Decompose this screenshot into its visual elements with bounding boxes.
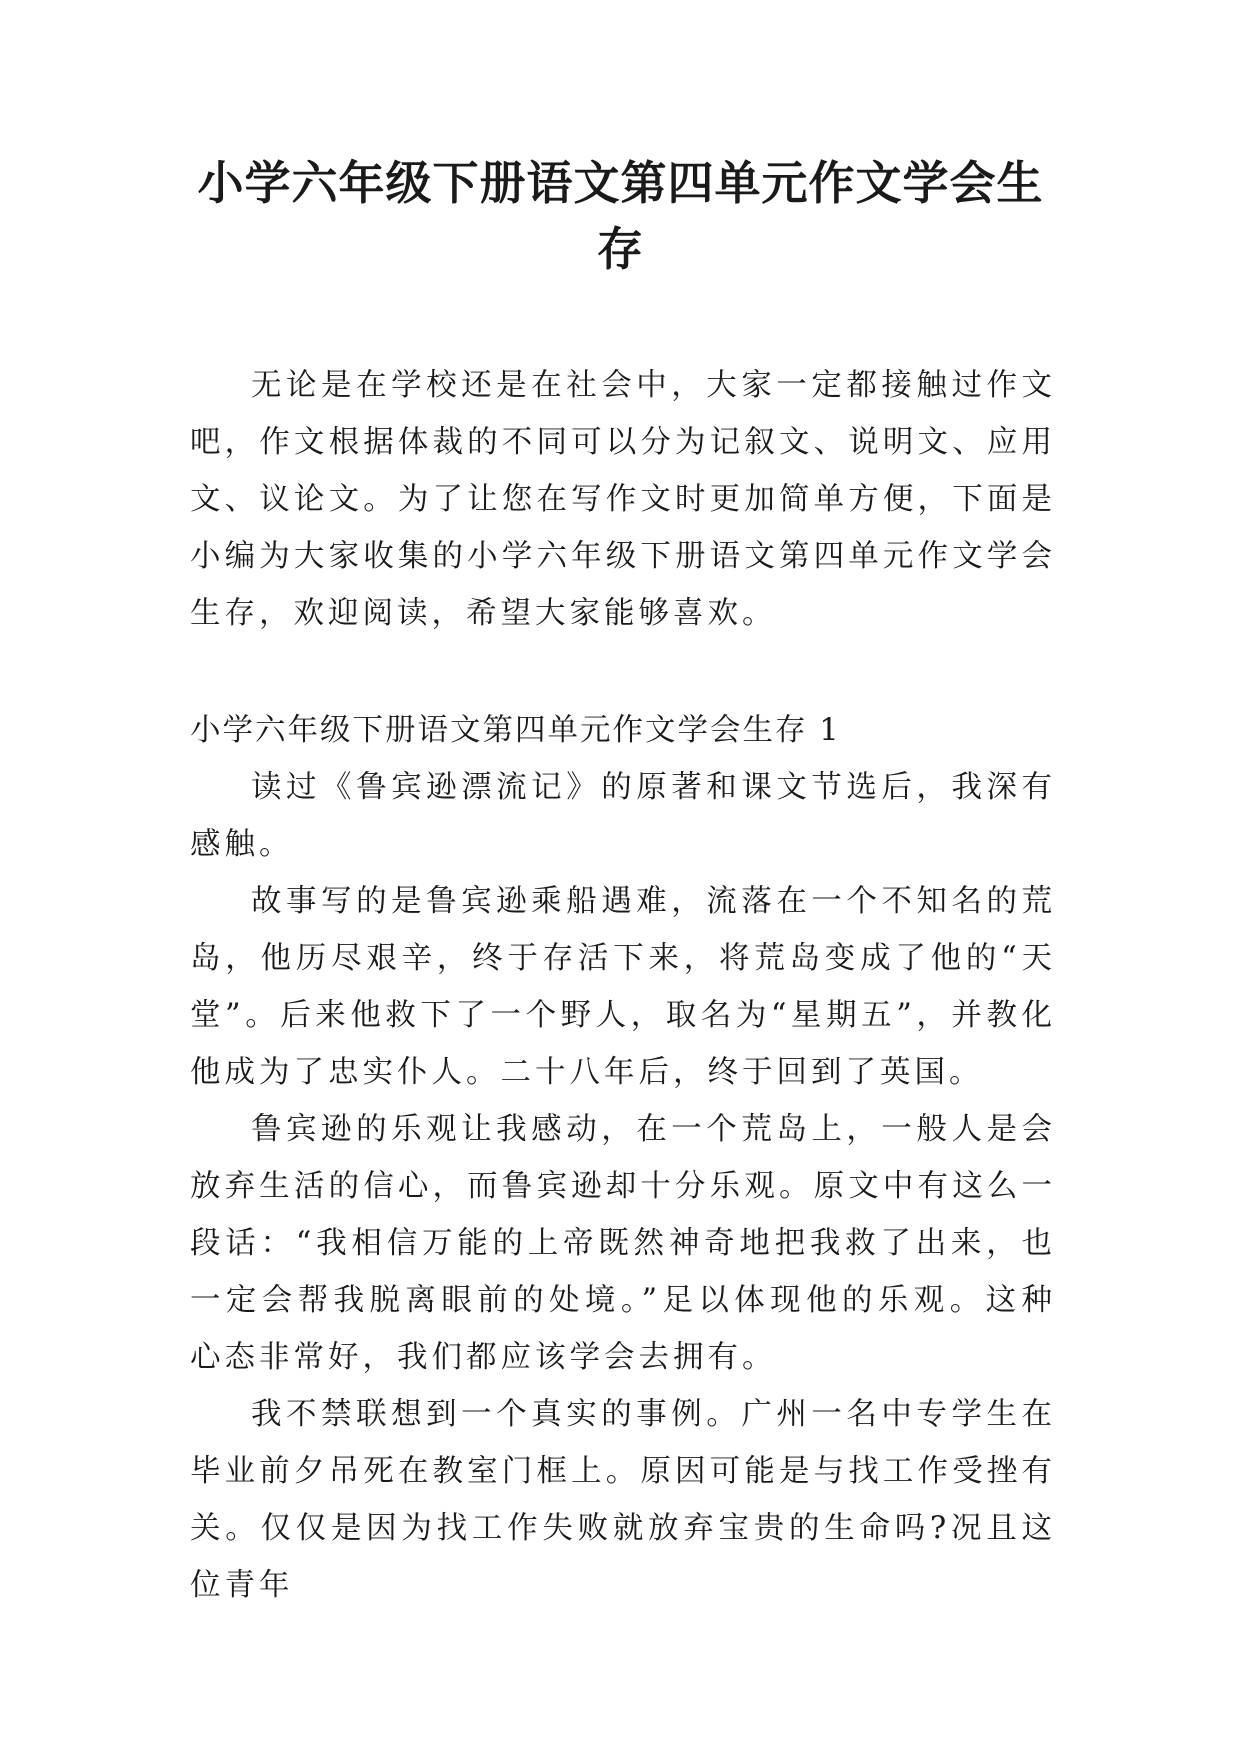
document-title: 小学六年级下册语文第四单元作文学会生存 [197, 156, 1044, 276]
intro-block [190, 357, 1056, 642]
essay-paragraph-2: 故事写的是鲁宾逊乘船遇难，流落在一个不知名的荒岛，他历尽艰辛，终于存活下来，将荒岛变成了他的“天堂”。后来他救下了一个野人，取名为“星期五”，并教化他成为了忠实仆人。二十八年后，终于回到了英国。 [190, 884, 1056, 1090]
section-heading: 小学六年级下册语文第四单元作文学会生存 1 [190, 713, 841, 748]
intro-paragraph: 无论是在学校还是在社会中，大家一定都接触过作文吧，作文根据体裁的不同可以分为记叙文、说明文、应用文、议论文。为了让您在写作文时更加简单方便，下面是小编为大家收集的小学六年级下册语文第四单元作文学会生存，欢迎阅读，希望大家能够喜欢。 [190, 368, 1056, 631]
essay-paragraph-1: 读过《鲁宾逊漂流记》的原著和课文节选后，我深有感触。 [190, 770, 1056, 862]
essay-paragraph-3: 鲁宾逊的乐观让我感动，在一个荒岛上，一般人是会放弃生活的信心，而鲁宾逊却十分乐观。原文中有这么一段话：“我相信万能的上帝既然神奇地把我救了出来，也一定会帮我脱离眼前的处境。”足以体现他的乐观。这种心态非常好，我们都应该学会去拥有。 [190, 1112, 1056, 1375]
essay-body [190, 759, 1056, 1614]
essay-paragraph-4: 我不禁联想到一个真实的事例。广州一名中专学生在毕业前夕吊死在教室门框上。原因可能是与找工作受挫有关。仅仅是因为找工作失败就放弃宝贵的生命吗?况且这位青年 [190, 1397, 1056, 1603]
